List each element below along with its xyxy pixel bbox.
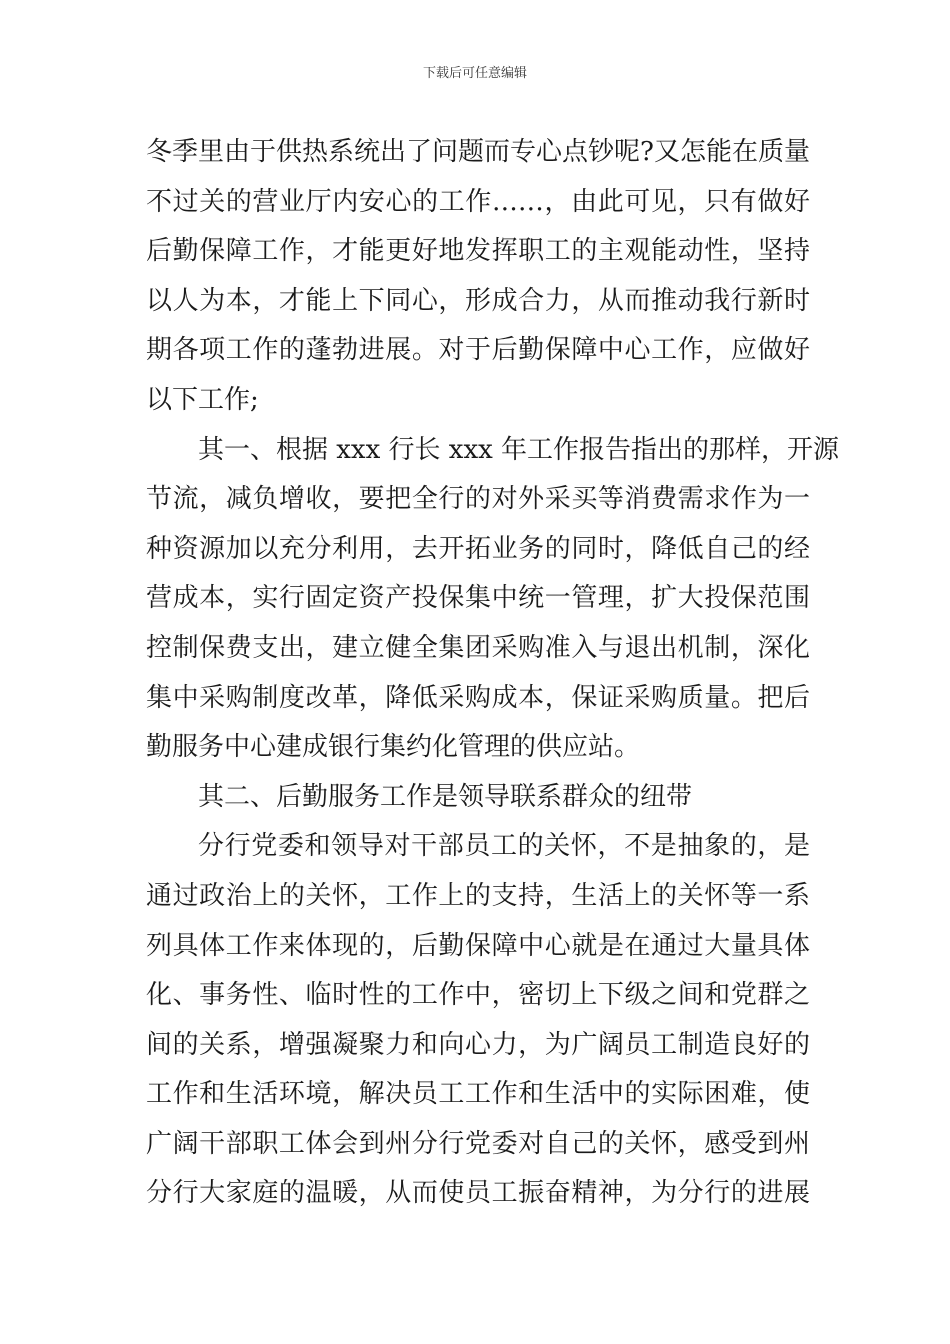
body-line: 以人为本，才能上下同心，形成合力，从而推动我行新时 — [146, 285, 810, 316]
body-line: 通过政治上的关怀，工作上的支持，生活上的关怀等一系 — [146, 880, 810, 911]
body-line: 工作和生活环境，解决员工工作和生活中的实际困难，使 — [146, 1079, 810, 1110]
body-line: 列具体工作来体现的，后勤保障中心就是在通过大量具体 — [146, 930, 810, 961]
body-line: 化、事务性、临时性的工作中，密切上下级之间和党群之 — [146, 980, 810, 1011]
body-line: 集中采购制度改革，降低采购成本，保证采购质量。把后 — [146, 682, 810, 713]
body-line: 以下工作; — [146, 384, 259, 415]
body-line: 广阔干部职工体会到州分行党委对自己的关怀，感受到州 — [146, 1128, 810, 1159]
page-header: 下载后可任意编辑 — [422, 66, 527, 81]
body-line: 营成本，实行固定资产投保集中统一管理，扩大投保范围 — [146, 583, 810, 614]
body-line: 其一、根据 xxx 行长 xxx 年工作报告指出的那样，开源 — [198, 434, 840, 465]
body-line: 冬季里由于供热系统出了问题而专心点钞呢?又怎能在质量 — [146, 137, 810, 167]
body-line: 其二、后勤服务工作是领导联系群众的纽带 — [198, 781, 693, 812]
document-body — [146, 128, 840, 1219]
body-line: 不过关的营业厅内安心的工作……，由此可见，只有做好 — [146, 186, 810, 217]
body-line: 分行大家庭的温暖，从而使员工振奋精神，为分行的进展 — [146, 1178, 810, 1209]
body-line: 后勤保障工作，才能更好地发挥职工的主观能动性，坚持 — [146, 236, 810, 267]
body-line: 节流，减负增收，要把全行的对外采买等消费需求作为一 — [146, 484, 810, 515]
body-line: 种资源加以充分利用，去开拓业务的同时，降低自己的经 — [146, 533, 810, 564]
body-line: 期各项工作的蓬勃进展。对于后勤保障中心工作，应做好 — [146, 335, 810, 366]
body-line: 间的关系，增强凝聚力和向心力，为广阔员工制造良好的 — [146, 1029, 810, 1060]
body-line: 勤服务中心建成银行集约化管理的供应站。 — [146, 732, 641, 763]
body-line: 控制保费支出，建立健全集团采购准入与退出机制，深化 — [146, 632, 810, 663]
body-line: 分行党委和领导对干部员工的关怀，不是抽象的，是 — [198, 831, 810, 862]
